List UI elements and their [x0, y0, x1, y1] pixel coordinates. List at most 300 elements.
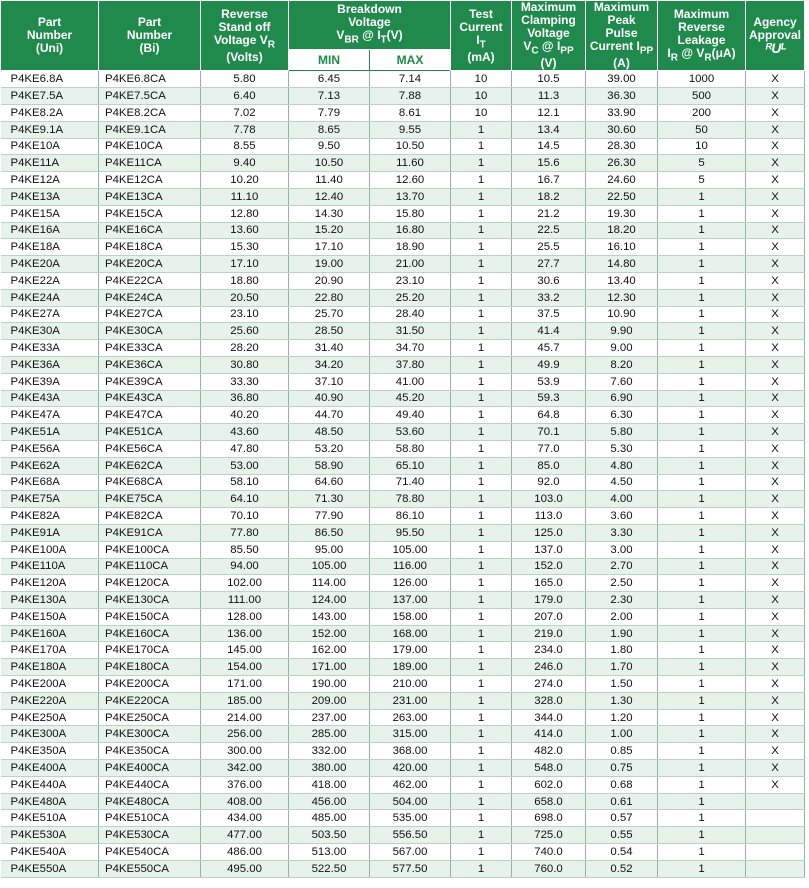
header-reverse-leakage: Maximum Reverse Leakage $I_R$ @ $V_R(\mu A)$ [658, 1, 746, 71]
cell-part-bi: P4KE24CA [99, 289, 201, 306]
cell-peak-pulse-current: 13.40 [586, 272, 658, 289]
cell-peak-pulse-current: 0.52 [586, 860, 658, 877]
cell-breakdown-min: 44.70 [289, 407, 370, 424]
table-row [1, 844, 805, 861]
cell-reverse-standoff: 5.80 [201, 71, 289, 88]
cell-agency-approval: X [746, 726, 805, 743]
cell-breakdown-max: 12.60 [370, 172, 451, 189]
cell-breakdown-max: 577.50 [370, 860, 451, 877]
cell-clamping-voltage: 152.0 [512, 558, 586, 575]
cell-part-uni: P4KE6.8A [1, 71, 99, 88]
cell-clamping-voltage: 15.6 [512, 155, 586, 172]
cell-agency-approval: X [746, 104, 805, 121]
cell-clamping-voltage: 137.0 [512, 541, 586, 558]
cell-reverse-standoff: 17.10 [201, 256, 289, 273]
cell-part-uni: P4KE480A [1, 793, 99, 810]
cell-breakdown-max: 158.00 [370, 608, 451, 625]
cell-part-bi: P4KE39CA [99, 373, 201, 390]
cell-reverse-leakage: 1 [658, 272, 746, 289]
cell-breakdown-min: 86.50 [289, 524, 370, 541]
cell-reverse-standoff: 214.00 [201, 709, 289, 726]
cell-agency-approval [746, 844, 805, 861]
cell-reverse-leakage: 1 [658, 760, 746, 777]
cell-breakdown-min: 8.65 [289, 121, 370, 138]
cell-peak-pulse-current: 7.60 [586, 373, 658, 390]
cell-reverse-leakage: 50 [658, 121, 746, 138]
cell-part-bi: P4KE18CA [99, 239, 201, 256]
cell-reverse-standoff: 136.00 [201, 625, 289, 642]
cell-breakdown-max: 263.00 [370, 709, 451, 726]
cell-agency-approval: X [746, 625, 805, 642]
cell-agency-approval: X [746, 188, 805, 205]
cell-reverse-leakage: 1 [658, 659, 746, 676]
cell-reverse-leakage: 1 [658, 524, 746, 541]
table-row [1, 776, 805, 793]
cell-breakdown-max: 504.00 [370, 793, 451, 810]
cell-agency-approval: X [746, 743, 805, 760]
cell-breakdown-min: 171.00 [289, 659, 370, 676]
table-row [1, 121, 805, 138]
cell-reverse-leakage: 500 [658, 88, 746, 105]
cell-breakdown-min: 17.10 [289, 239, 370, 256]
cell-part-uni: P4KE540A [1, 844, 99, 861]
cell-agency-approval: X [746, 424, 805, 441]
cell-reverse-standoff: 300.00 [201, 743, 289, 760]
header-min: MIN [289, 50, 370, 71]
cell-part-uni: P4KE440A [1, 776, 99, 793]
cell-reverse-leakage: 1 [658, 793, 746, 810]
cell-peak-pulse-current: 1.30 [586, 692, 658, 709]
cell-clamping-voltage: 246.0 [512, 659, 586, 676]
table-row [1, 188, 805, 205]
cell-part-uni: P4KE11A [1, 155, 99, 172]
cell-part-uni: P4KE8.2A [1, 104, 99, 121]
cell-reverse-leakage: 5 [658, 155, 746, 172]
table-row [1, 323, 805, 340]
cell-breakdown-min: 10.50 [289, 155, 370, 172]
cell-breakdown-min: 37.10 [289, 373, 370, 390]
cell-test-current: 1 [451, 844, 512, 861]
cell-part-uni: P4KE33A [1, 340, 99, 357]
cell-reverse-standoff: 495.00 [201, 860, 289, 877]
cell-part-uni: P4KE170A [1, 642, 99, 659]
cell-agency-approval: X [746, 659, 805, 676]
cell-test-current: 1 [451, 474, 512, 491]
cell-peak-pulse-current: 0.57 [586, 810, 658, 827]
cell-agency-approval: X [746, 88, 805, 105]
cell-test-current: 1 [451, 524, 512, 541]
cell-part-bi: P4KE8.2CA [99, 104, 201, 121]
cell-part-uni: P4KE220A [1, 692, 99, 709]
cell-part-uni: P4KE13A [1, 188, 99, 205]
cell-reverse-standoff: 30.80 [201, 356, 289, 373]
cell-part-uni: P4KE12A [1, 172, 99, 189]
cell-breakdown-min: 95.00 [289, 541, 370, 558]
cell-breakdown-min: 485.00 [289, 810, 370, 827]
cell-agency-approval: X [746, 272, 805, 289]
cell-test-current: 1 [451, 239, 512, 256]
cell-clamping-voltage: 14.5 [512, 138, 586, 155]
cell-breakdown-max: 18.90 [370, 239, 451, 256]
cell-part-uni: P4KE82A [1, 508, 99, 525]
cell-clamping-voltage: 103.0 [512, 491, 586, 508]
cell-breakdown-max: 15.80 [370, 205, 451, 222]
header-test-current: Test Current $I_T$ (mA) [451, 1, 512, 71]
cell-peak-pulse-current: 22.50 [586, 188, 658, 205]
cell-breakdown-max: 65.10 [370, 457, 451, 474]
cell-agency-approval: X [746, 709, 805, 726]
cell-clamping-voltage: 85.0 [512, 457, 586, 474]
cell-reverse-standoff: 6.40 [201, 88, 289, 105]
cell-reverse-leakage: 1 [658, 575, 746, 592]
cell-part-bi: P4KE180CA [99, 659, 201, 676]
cell-reverse-standoff: 128.00 [201, 608, 289, 625]
cell-agency-approval: X [746, 575, 805, 592]
cell-breakdown-min: 124.00 [289, 592, 370, 609]
cell-agency-approval [746, 827, 805, 844]
cell-part-bi: P4KE7.5CA [99, 88, 201, 105]
cell-peak-pulse-current: 1.80 [586, 642, 658, 659]
cell-clamping-voltage: 725.0 [512, 827, 586, 844]
cell-peak-pulse-current: 1.20 [586, 709, 658, 726]
cell-peak-pulse-current: 4.00 [586, 491, 658, 508]
cell-part-bi: P4KE100CA [99, 541, 201, 558]
cell-breakdown-max: 34.70 [370, 340, 451, 357]
cell-breakdown-max: 58.80 [370, 440, 451, 457]
table-row [1, 491, 805, 508]
cell-reverse-standoff: 342.00 [201, 760, 289, 777]
table-row [1, 793, 805, 810]
cell-part-bi: P4KE9.1CA [99, 121, 201, 138]
cell-clamping-voltage: 64.8 [512, 407, 586, 424]
cell-reverse-standoff: 47.80 [201, 440, 289, 457]
header-max: MAX [370, 50, 451, 71]
cell-reverse-leakage: 1 [658, 289, 746, 306]
cell-peak-pulse-current: 30.60 [586, 121, 658, 138]
cell-test-current: 1 [451, 121, 512, 138]
table-row [1, 692, 805, 709]
cell-test-current: 1 [451, 608, 512, 625]
cell-test-current: 1 [451, 457, 512, 474]
table-row [1, 222, 805, 239]
cell-breakdown-max: 10.50 [370, 138, 451, 155]
cell-agency-approval: X [746, 323, 805, 340]
cell-breakdown-max: 368.00 [370, 743, 451, 760]
cell-agency-approval: X [746, 524, 805, 541]
cell-peak-pulse-current: 26.30 [586, 155, 658, 172]
cell-breakdown-max: 28.40 [370, 306, 451, 323]
cell-breakdown-max: 86.10 [370, 508, 451, 525]
cell-clamping-voltage: 602.0 [512, 776, 586, 793]
cell-part-bi: P4KE120CA [99, 575, 201, 592]
cell-test-current: 1 [451, 373, 512, 390]
cell-peak-pulse-current: 2.30 [586, 592, 658, 609]
cell-test-current: 10 [451, 88, 512, 105]
cell-breakdown-max: 49.40 [370, 407, 451, 424]
header-row [1, 1, 805, 50]
header-clamping-voltage: Maximum Clamping Voltage $V_C$ @ $I_{PP}$ (V) [512, 1, 586, 71]
cell-breakdown-min: 380.00 [289, 760, 370, 777]
cell-breakdown-min: 114.00 [289, 575, 370, 592]
cell-clamping-voltage: 165.0 [512, 575, 586, 592]
cell-breakdown-min: 7.79 [289, 104, 370, 121]
cell-peak-pulse-current: 9.00 [586, 340, 658, 357]
cell-reverse-standoff: 33.30 [201, 373, 289, 390]
cell-reverse-standoff: 145.00 [201, 642, 289, 659]
cell-part-bi: P4KE300CA [99, 726, 201, 743]
cell-part-bi: P4KE36CA [99, 356, 201, 373]
cell-agency-approval: X [746, 407, 805, 424]
cell-peak-pulse-current: 3.30 [586, 524, 658, 541]
cell-breakdown-min: 34.20 [289, 356, 370, 373]
cell-reverse-standoff: 77.80 [201, 524, 289, 541]
cell-peak-pulse-current: 18.20 [586, 222, 658, 239]
cell-clamping-voltage: 658.0 [512, 793, 586, 810]
cell-part-uni: P4KE68A [1, 474, 99, 491]
cell-reverse-leakage: 5 [658, 172, 746, 189]
cell-test-current: 1 [451, 860, 512, 877]
cell-reverse-leakage: 1 [658, 256, 746, 273]
cell-breakdown-max: 189.00 [370, 659, 451, 676]
cell-test-current: 1 [451, 625, 512, 642]
cell-breakdown-min: 48.50 [289, 424, 370, 441]
table-row [1, 356, 805, 373]
cell-clamping-voltage: 49.9 [512, 356, 586, 373]
cell-part-bi: P4KE33CA [99, 340, 201, 357]
table-row [1, 625, 805, 642]
cell-peak-pulse-current: 19.30 [586, 205, 658, 222]
cell-clamping-voltage: 70.1 [512, 424, 586, 441]
cell-peak-pulse-current: 8.20 [586, 356, 658, 373]
cell-peak-pulse-current: 2.00 [586, 608, 658, 625]
cell-clamping-voltage: 11.3 [512, 88, 586, 105]
table-row [1, 827, 805, 844]
cell-peak-pulse-current: 9.90 [586, 323, 658, 340]
cell-part-bi: P4KE16CA [99, 222, 201, 239]
cell-agency-approval: X [746, 474, 805, 491]
cell-reverse-standoff: 10.20 [201, 172, 289, 189]
cell-part-bi: P4KE200CA [99, 676, 201, 693]
table-row [1, 474, 805, 491]
cell-clamping-voltage: 548.0 [512, 760, 586, 777]
cell-breakdown-min: 14.30 [289, 205, 370, 222]
header-reverse-standoff: Reverse Stand off Voltage $V_R$ (Volts) [201, 1, 289, 71]
cell-breakdown-max: 9.55 [370, 121, 451, 138]
cell-part-uni: P4KE100A [1, 541, 99, 558]
cell-part-bi: P4KE20CA [99, 256, 201, 273]
cell-breakdown-max: 16.80 [370, 222, 451, 239]
cell-reverse-standoff: 9.40 [201, 155, 289, 172]
cell-breakdown-min: 64.60 [289, 474, 370, 491]
cell-part-bi: P4KE56CA [99, 440, 201, 457]
cell-peak-pulse-current: 33.90 [586, 104, 658, 121]
cell-peak-pulse-current: 5.30 [586, 440, 658, 457]
cell-reverse-leakage: 1 [658, 222, 746, 239]
cell-reverse-standoff: 486.00 [201, 844, 289, 861]
table-row [1, 508, 805, 525]
cell-agency-approval [746, 810, 805, 827]
cell-test-current: 1 [451, 289, 512, 306]
cell-reverse-leakage: 1 [658, 709, 746, 726]
cell-reverse-leakage: 1 [658, 440, 746, 457]
cell-agency-approval: X [746, 541, 805, 558]
cell-test-current: 1 [451, 642, 512, 659]
cell-reverse-standoff: 53.00 [201, 457, 289, 474]
cell-part-uni: P4KE30A [1, 323, 99, 340]
cell-agency-approval: X [746, 289, 805, 306]
cell-reverse-standoff: 13.60 [201, 222, 289, 239]
cell-clamping-voltage: 21.2 [512, 205, 586, 222]
cell-test-current: 1 [451, 575, 512, 592]
cell-clamping-voltage: 22.5 [512, 222, 586, 239]
cell-part-bi: P4KE150CA [99, 608, 201, 625]
ul-recognized-icon: ᴿUᴸ [764, 39, 786, 56]
cell-agency-approval: X [746, 373, 805, 390]
cell-peak-pulse-current: 1.70 [586, 659, 658, 676]
cell-peak-pulse-current: 1.50 [586, 676, 658, 693]
cell-part-uni: P4KE56A [1, 440, 99, 457]
cell-breakdown-min: 522.50 [289, 860, 370, 877]
cell-part-bi: P4KE510CA [99, 810, 201, 827]
cell-agency-approval: X [746, 155, 805, 172]
cell-reverse-leakage: 1 [658, 239, 746, 256]
cell-part-bi: P4KE480CA [99, 793, 201, 810]
cell-breakdown-min: 152.00 [289, 625, 370, 642]
cell-test-current: 1 [451, 760, 512, 777]
cell-part-uni: P4KE510A [1, 810, 99, 827]
cell-agency-approval: X [746, 776, 805, 793]
cell-clamping-voltage: 328.0 [512, 692, 586, 709]
cell-part-bi: P4KE27CA [99, 306, 201, 323]
cell-part-bi: P4KE62CA [99, 457, 201, 474]
cell-test-current: 1 [451, 306, 512, 323]
table-row [1, 676, 805, 693]
header-part-uni: Part Number (Uni) [1, 1, 99, 71]
cell-reverse-leakage: 200 [658, 104, 746, 121]
cell-reverse-standoff: 70.10 [201, 508, 289, 525]
cell-agency-approval: X [746, 239, 805, 256]
table-row [1, 272, 805, 289]
table-row [1, 608, 805, 625]
cell-clamping-voltage: 10.5 [512, 71, 586, 88]
cell-breakdown-min: 9.50 [289, 138, 370, 155]
cell-clamping-voltage: 698.0 [512, 810, 586, 827]
cell-test-current: 1 [451, 340, 512, 357]
cell-part-bi: P4KE170CA [99, 642, 201, 659]
cell-peak-pulse-current: 1.00 [586, 726, 658, 743]
cell-part-uni: P4KE130A [1, 592, 99, 609]
cell-reverse-leakage: 1 [658, 776, 746, 793]
cell-breakdown-max: 231.00 [370, 692, 451, 709]
cell-reverse-standoff: 7.02 [201, 104, 289, 121]
cell-reverse-standoff: 185.00 [201, 692, 289, 709]
cell-breakdown-min: 28.50 [289, 323, 370, 340]
cell-reverse-leakage: 1 [658, 508, 746, 525]
cell-peak-pulse-current: 0.61 [586, 793, 658, 810]
cell-agency-approval: X [746, 508, 805, 525]
cell-clamping-voltage: 740.0 [512, 844, 586, 861]
cell-breakdown-max: 179.00 [370, 642, 451, 659]
cell-peak-pulse-current: 0.68 [586, 776, 658, 793]
cell-peak-pulse-current: 28.30 [586, 138, 658, 155]
cell-part-bi: P4KE440CA [99, 776, 201, 793]
cell-breakdown-max: 315.00 [370, 726, 451, 743]
cell-test-current: 1 [451, 323, 512, 340]
cell-clamping-voltage: 25.5 [512, 239, 586, 256]
cell-agency-approval: X [746, 138, 805, 155]
cell-test-current: 1 [451, 272, 512, 289]
cell-breakdown-max: 420.00 [370, 760, 451, 777]
cell-reverse-leakage: 1 [658, 827, 746, 844]
cell-test-current: 1 [451, 810, 512, 827]
cell-reverse-standoff: 36.80 [201, 390, 289, 407]
cell-breakdown-min: 105.00 [289, 558, 370, 575]
cell-reverse-leakage: 1 [658, 491, 746, 508]
cell-clamping-voltage: 344.0 [512, 709, 586, 726]
cell-test-current: 1 [451, 743, 512, 760]
cell-test-current: 1 [451, 390, 512, 407]
cell-part-bi: P4KE530CA [99, 827, 201, 844]
table-row [1, 424, 805, 441]
cell-part-uni: P4KE47A [1, 407, 99, 424]
cell-reverse-standoff: 477.00 [201, 827, 289, 844]
cell-breakdown-max: 41.00 [370, 373, 451, 390]
cell-breakdown-min: 25.70 [289, 306, 370, 323]
cell-reverse-standoff: 23.10 [201, 306, 289, 323]
cell-reverse-leakage: 1 [658, 306, 746, 323]
cell-reverse-leakage: 1 [658, 424, 746, 441]
cell-clamping-voltage: 274.0 [512, 676, 586, 693]
cell-clamping-voltage: 41.4 [512, 323, 586, 340]
cell-test-current: 1 [451, 659, 512, 676]
cell-breakdown-max: 556.50 [370, 827, 451, 844]
cell-part-bi: P4KE10CA [99, 138, 201, 155]
cell-peak-pulse-current: 0.75 [586, 760, 658, 777]
cell-reverse-leakage: 1 [658, 592, 746, 609]
cell-part-bi: P4KE82CA [99, 508, 201, 525]
cell-part-uni: P4KE62A [1, 457, 99, 474]
cell-part-bi: P4KE13CA [99, 188, 201, 205]
cell-part-uni: P4KE400A [1, 760, 99, 777]
cell-breakdown-max: 567.00 [370, 844, 451, 861]
cell-test-current: 10 [451, 71, 512, 88]
cell-test-current: 1 [451, 776, 512, 793]
cell-part-bi: P4KE160CA [99, 625, 201, 642]
cell-breakdown-min: 31.40 [289, 340, 370, 357]
cell-peak-pulse-current: 0.55 [586, 827, 658, 844]
cell-reverse-standoff: 64.10 [201, 491, 289, 508]
cell-test-current: 1 [451, 188, 512, 205]
cell-agency-approval: X [746, 592, 805, 609]
cell-agency-approval: X [746, 340, 805, 357]
cell-part-uni: P4KE20A [1, 256, 99, 273]
cell-clamping-voltage: 30.6 [512, 272, 586, 289]
cell-reverse-leakage: 1 [658, 844, 746, 861]
cell-part-uni: P4KE9.1A [1, 121, 99, 138]
cell-clamping-voltage: 92.0 [512, 474, 586, 491]
cell-part-uni: P4KE36A [1, 356, 99, 373]
table-row [1, 558, 805, 575]
cell-reverse-leakage: 1 [658, 390, 746, 407]
cell-agency-approval: X [746, 692, 805, 709]
cell-clamping-voltage: 45.7 [512, 340, 586, 357]
cell-clamping-voltage: 16.7 [512, 172, 586, 189]
table-row [1, 860, 805, 877]
cell-peak-pulse-current: 4.80 [586, 457, 658, 474]
cell-breakdown-max: 71.40 [370, 474, 451, 491]
cell-test-current: 1 [451, 407, 512, 424]
table-row [1, 407, 805, 424]
